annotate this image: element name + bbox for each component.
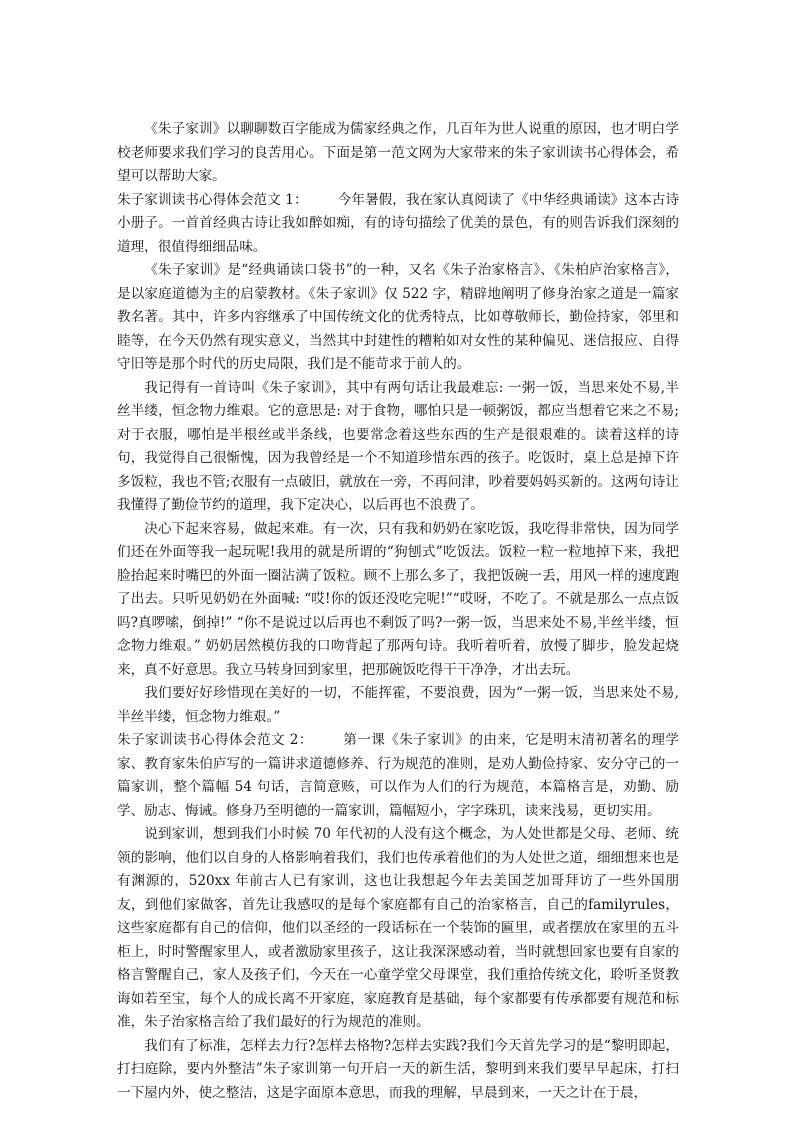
essay-2-text: 第一课《朱子家训》的由来，它是明末清初著名的理学家、教育家朱伯庐写的一篇讲求道德修养、行为规范的准则，是劝人勤俭持家、安分守己的一篇家训，整个篇幅 54 句话，言简意赅，可以作为人们的行为规范，本篇格言是，劝勤、励学、励志、悔诫。修身乃至明德的一篇家训，篇幅短小，字字珠玑，读来浅易，更切实用。 <box>117 732 679 819</box>
paragraph-essay-2-family-rules: 说到家训，想到我们小时候 70 年代初的人没有这个概念，为人处世都是父母、老师、统领的影响，他们以自身的人格影响着我们，我们也传承着他们的为人处世之道，细细想来也是有渊源的，520xx 年前古人已有家训，这也让我想起今年去美国芝加哥拜访了一些外国朋友，到他们家做客，首先让我感叹的是每个家庭都有自己的治家格言，自己的familyrules，这些家庭都有自己的信仰，他们以圣经的一段话标在一个装饰的匾里，或者摆放在家里的五斗柜上，时时警醒家里人，或者激励家里孩子，这让我深深感动着，当时就想回家也要有自家的格言警醒自己，家人及孩子们，今天在一心童学堂父母课堂，我们重拾传统文化，聆听圣贤教诲如若至宝，每个人的成长离不开家庭，家庭教育是基础，每个家都要有传承都要有规范和标准，朱子治家格言给了我们最好的行为规范的准则。 <box>117 826 679 1030</box>
paragraph-essay-1-poem: 我记得有一首诗叫《朱子家训》，其中有两句话让我最难忘: 一粥一饭，当思来处不易,半丝半缕，恒念物力维艰。它的意思是: 对于食物，哪怕只是一顿粥饭，都应当想着它来之不易;对于衣服，哪怕是半根丝或半条线，也要常念着这些东西的生产是很艰难的。读着这样的诗句，我觉得自己很惭愧，因为我曾经是一个不知道珍惜东西的孩子。吃饭时，桌上总是掉下许多饭粒，我也不管;衣服有一点破旧，就放在一旁，不再问津，吵着要妈妈买新的。这两句诗让我懂得了勤俭节约的道理，我下定决心，以后再也不浪费了。 <box>117 379 679 513</box>
paragraph-essay-2-start <box>117 729 679 823</box>
paragraph-essay-1-book: 《朱子家训》是“经典诵读口袋书”的一种，又名《朱子治家格言》、《朱柏庐治家格言》，是以家庭道德为主的启蒙教材。《朱子家训》仅 522 字，精辟地阐明了修身治家之道是一篇家教名著。其中，许多内容继承了中国传统文化的优秀特点，比如尊敬师长，勤俭持家，邻里和睦等，在今天仍然有现实意义，当然其中封建性的糟粕如对女性的某种偏见、迷信报应、自得守旧等是那个时代的历史局限，我们是不能苛求于前人的。 <box>117 262 679 372</box>
document-body <box>117 118 679 1105</box>
paragraph-intro: 《朱子家训》以聊聊数百字能成为儒家经典之作，几百年为世人说重的原因，也才明白学校老师要求我们学习的良苦用心。下面是第一范文网为大家带来的朱子家训读书心得体会，希望可以帮助大家。 <box>117 121 679 184</box>
essay-1-heading: 朱子家训读书心得体会范文 1： <box>117 191 308 208</box>
essay-2-heading: 朱子家训读书心得体会范文 2： <box>117 732 313 748</box>
paragraph-essay-2-practice: 我们有了标准，怎样去力行?怎样去格物?怎样去实践?我们今天首先学习的是“黎明即起，打扫庭除，要内外整洁”朱子家训第一句开启一天的新生活，黎明到来我们要早早起床，打扫一下屋内外，使之整洁，这是字面原本意思，而我的理解，早晨到来，一天之计在于晨， <box>117 1037 679 1101</box>
essay-1-text: 今年暑假，我在家认真阅读了《中华经典诵读》这本古诗小册子。一首首经典古诗让我如醉如痴，有的诗句描绘了优美的景色，有的则告诉我们深刻的道理，很值得细细品味。 <box>117 191 679 255</box>
paragraph-essay-1-start <box>117 189 679 260</box>
paragraph-essay-1-story: 决心下起来容易，做起来难。有一次，只有我和奶奶在家吃饭，我吃得非常快，因为同学们还在外面等我一起玩呢!我用的就是所谓的“狗刨式”吃饭法。饭粒一粒一粒地掉下来，我把脸抬起来时嘴巴的外面一圈沾满了饭粒。顾不上那么多了，我把饭碗一丢，用风一样的速度跑了出去。只听见奶奶在外面喊: “哎!你的饭还没吃完呢!”“哎呀，不吃了。不就是那么一点点饭吗?真啰嗦，倒掉!” “你不是说过以后再也不剩饭了吗?一粥一饭，当思来处不易,半丝半缕，恒念物力维艰。” 奶奶居然模仿我的口吻背起了那两句诗。我听着听着，放慢了脚步，脸发起烧来，真不好意思。我立马转身回到家里，把那碗饭吃得干干净净，才出去玩。 <box>117 520 679 678</box>
paragraph-essay-1-conclusion: 我们要好好珍惜现在美好的一切，不能挥霍，不要浪费，因为“一粥一饭，当思来处不易,半丝半缕，恒念物力维艰。” <box>117 685 679 725</box>
